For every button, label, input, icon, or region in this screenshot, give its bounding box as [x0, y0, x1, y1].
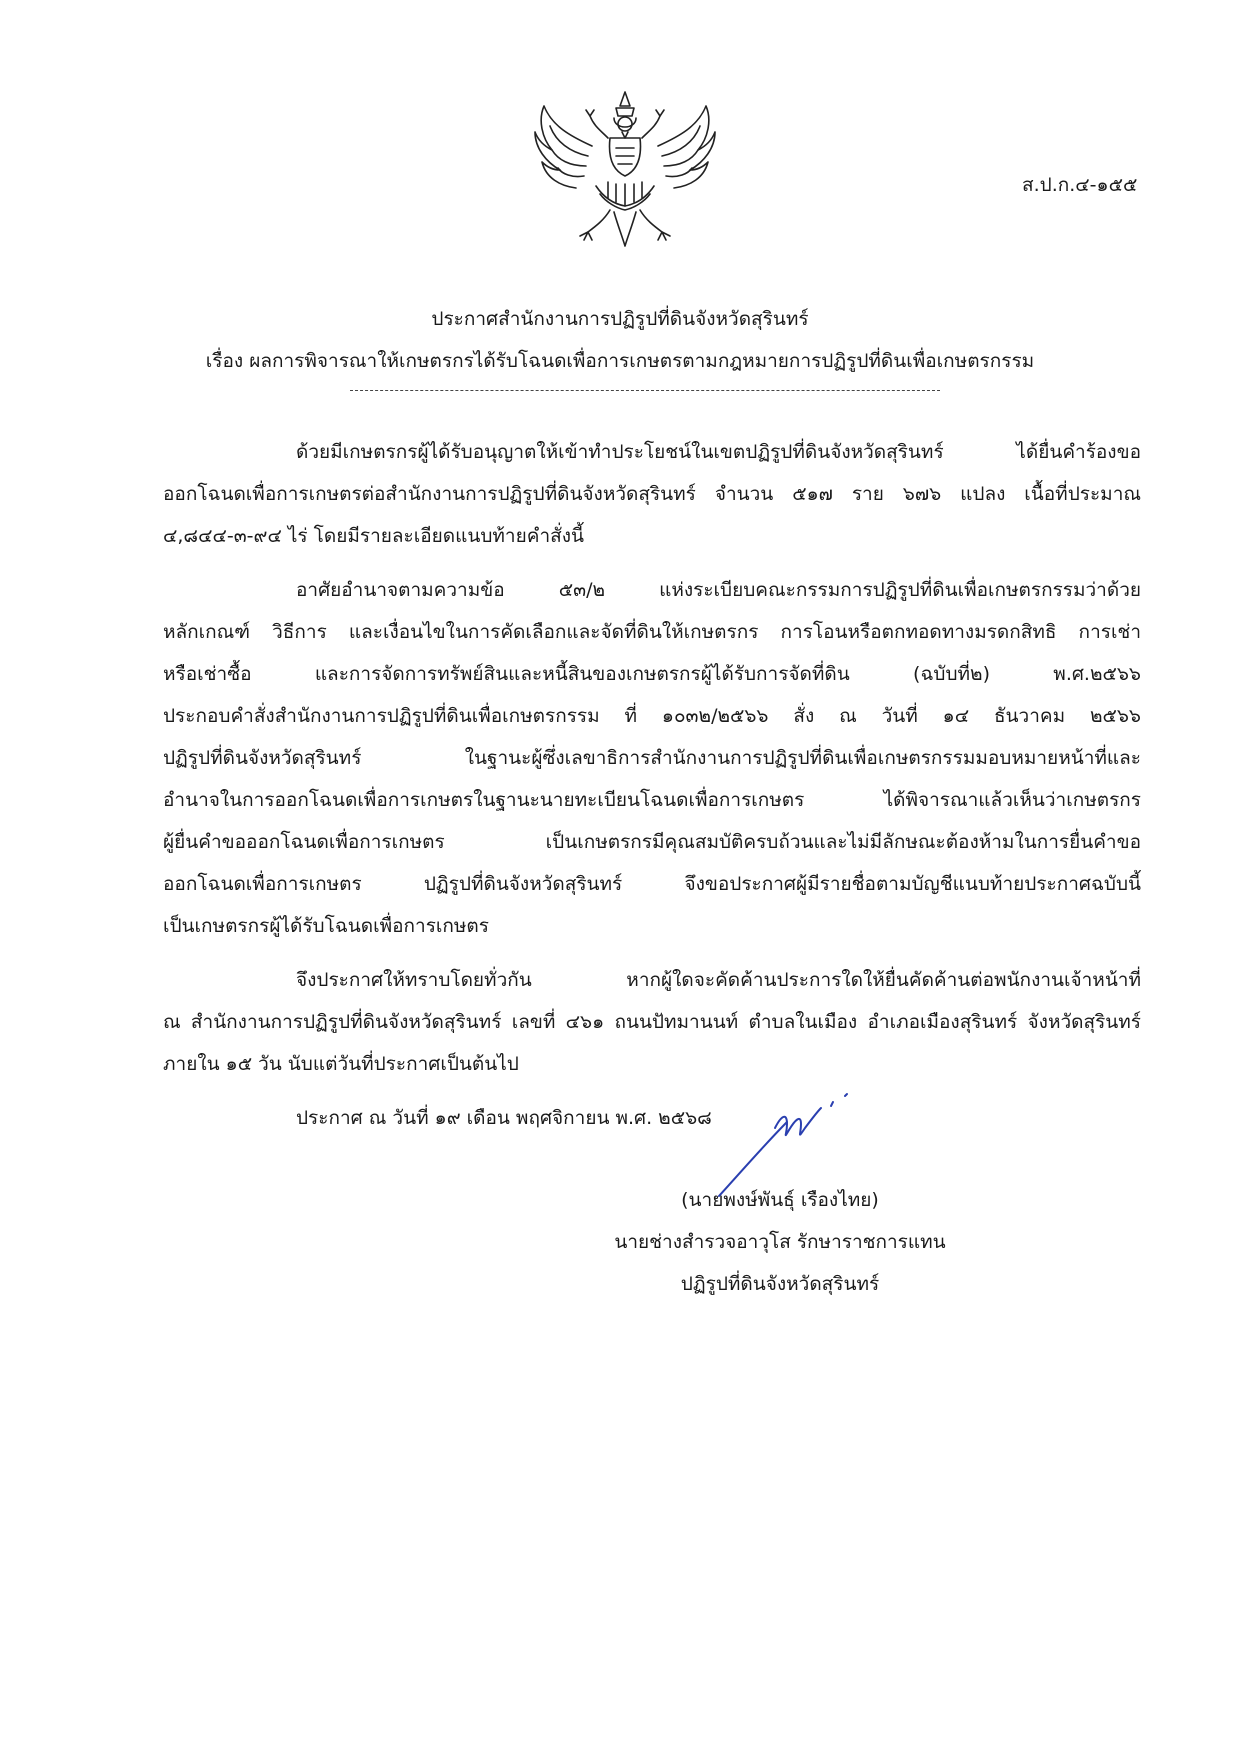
- paragraph-2-line: อำนาจในการออกโฉนดเพื่อการเกษตรในฐานะนายทะเบียนโฉนดเพื่อการเกษตร ได้พิจารณาแล้วเห็นว่าเกษตรกร: [163, 789, 1141, 811]
- paragraph-2-line: เป็นเกษตรกรผู้ได้รับโฉนดเพื่อการเกษตร: [163, 915, 489, 937]
- announcement-title: ประกาศสำนักงานการปฏิรูปที่ดินจังหวัดสุรินทร์: [431, 308, 809, 330]
- paragraph-1-line: ๔,๘๔๔-๓-๙๔ ไร่ โดยมีรายละเอียดแนบท้ายคำสั่งนี้: [163, 525, 584, 547]
- signatory-office: ปฏิรูปที่ดินจังหวัดสุรินทร์: [680, 1273, 880, 1295]
- paragraph-3-line: จึงประกาศให้ทราบโดยทั่วกัน หากผู้ใดจะคัดค้านประการใดให้ยื่นคัดค้านต่อพนักงานเจ้าหน้าที่: [296, 969, 1141, 991]
- paragraph-2-line: ปฏิรูปที่ดินจังหวัดสุรินทร์ ในฐานะผู้ซึ่งเลขาธิการสำนักงานการปฏิรูปที่ดินเพื่อเกษตรกรรมมอบหมายหน้าที่และ: [163, 747, 1141, 769]
- garuda-emblem-icon: [530, 86, 720, 250]
- paragraph-2-line: หรือเช่าซื้อ และการจัดการทรัพย์สินและหนี้สินของเกษตรกรผู้ได้รับการจัดที่ดิน (ฉบับที่๒) พ.ศ.๒๕๖๖: [163, 663, 1141, 685]
- paragraph-2-line: ออกโฉนดเพื่อการเกษตร ปฏิรูปที่ดินจังหวัดสุรินทร์ จึงขอประกาศผู้มีรายชื่อตามบัญชีแนบท้ายประกาศฉบับนี้: [163, 873, 1141, 895]
- paragraph-2-line: ผู้ยื่นคำขอออกโฉนดเพื่อการเกษตร เป็นเกษตรกรมีคุณสมบัติครบถ้วนและไม่มีลักษณะต้องห้ามในการยื่นคำขอ: [163, 831, 1141, 853]
- paragraph-1-line: ออกโฉนดเพื่อการเกษตรต่อสำนักงานการปฏิรูปที่ดินจังหวัดสุรินทร์ จำนวน ๕๑๗ ราย ๖๗๖ แปลง เนื้อที่ประมาณ: [163, 483, 1141, 505]
- paragraph-1-line: ด้วยมีเกษตรกรผู้ได้รับอนุญาตให้เข้าทำประโยชน์ในเขตปฏิรูปที่ดินจังหวัดสุรินทร์ ได้ยื่นคำร้องขอ: [296, 441, 1141, 463]
- title-divider: [350, 390, 940, 391]
- paragraph-2-line: ประกอบคำสั่งสำนักงานการปฏิรูปที่ดินเพื่อเกษตรกรรม ที่ ๑๐๓๒/๒๕๖๖ สั่ง ณ วันที่ ๑๔ ธันวาคม ๒๕๖๖: [163, 705, 1141, 727]
- handwritten-signature: [705, 1082, 885, 1202]
- signatory-position: นายช่างสำรวจอาวุโส รักษาราชการแทน: [614, 1231, 946, 1253]
- paragraph-2-line: หลักเกณฑ์ วิธีการ และเงื่อนไขในการคัดเลือกและจัดที่ดินให้เกษตรกร การโอนหรือตกทอดทางมรดกสิทธิ การเช่า: [163, 621, 1141, 643]
- announcement-subject: เรื่อง ผลการพิจารณาให้เกษตรกรได้รับโฉนดเพื่อการเกษตรตามกฎหมายการปฏิรูปที่ดินเพื่อเกษตรกรรม: [205, 350, 1035, 372]
- paragraph-2-line: อาศัยอำนาจตามความข้อ ๕๓/๒ แห่งระเบียบคณะกรรมการปฏิรูปที่ดินเพื่อเกษตรกรรมว่าด้วย: [296, 579, 1141, 601]
- signatory-name: (นายพงษ์พันธุ์ เรืองไทย): [681, 1189, 879, 1211]
- paragraph-3-line: ณ สำนักงานการปฏิรูปที่ดินจังหวัดสุรินทร์ เลขที่ ๔๖๑ ถนนปัทมานนท์ ตำบลในเมือง อำเภอเมืองสุรินทร์ จังหวัดสุรินทร์: [163, 1011, 1141, 1033]
- announcement-date: ประกาศ ณ วันที่ ๑๙ เดือน พฤศจิกายน พ.ศ. ๒๕๖๘: [296, 1107, 712, 1129]
- document-number: ส.ป.ก.๔-๑๕๕: [1022, 174, 1138, 196]
- paragraph-3-line: ภายใน ๑๕ วัน นับแต่วันที่ประกาศเป็นต้นไป: [163, 1053, 519, 1075]
